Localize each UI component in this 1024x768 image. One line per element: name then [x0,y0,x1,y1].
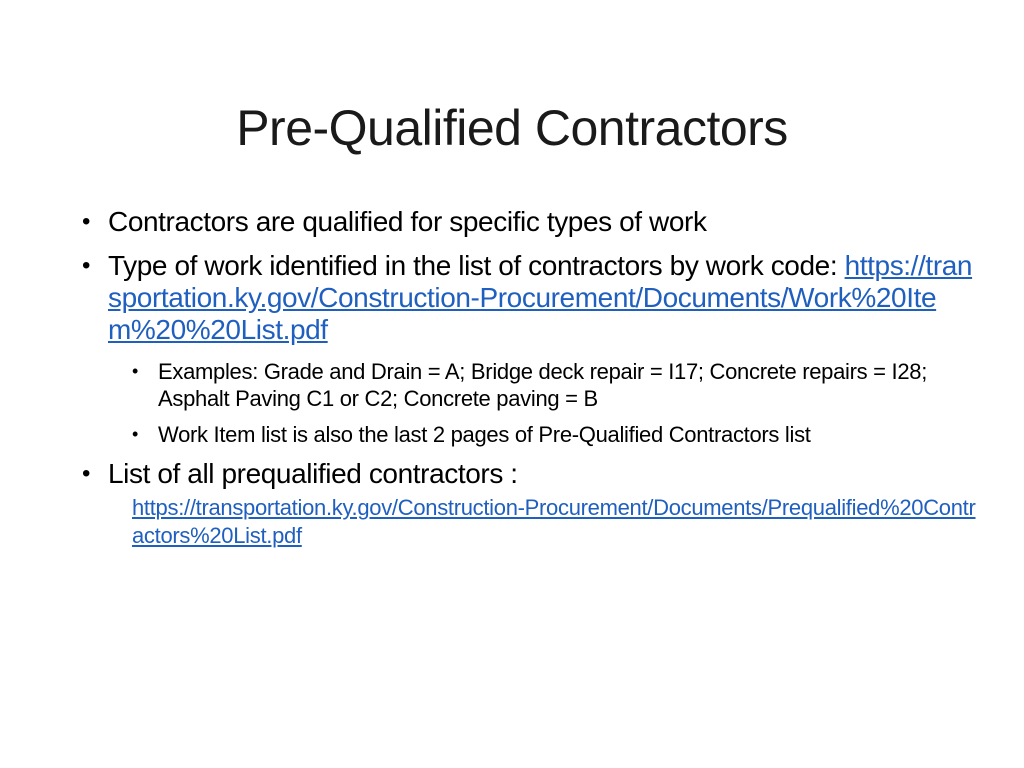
bullet-dot-icon: • [132,424,139,444]
bullet-item [78,458,978,490]
sub-bullet-item [130,421,978,448]
sub-bullet-text: Examples: Grade and Drain = A; Bridge deck repair = I17; Concrete repairs = I28; Asphalt Paving C1 or C2; Concrete paving = B [158,359,928,411]
work-item-list-link[interactable]: https://transportation.ky.gov/Construction-Procurement/Documents/Work%20Item%20%20List.pdf [108,250,973,345]
bullet-text: Type of work identified in the list of contractors by work code: [108,250,838,281]
bullet-text: Contractors are qualified for specific types of work [108,206,707,237]
bullet-dot-icon: • [82,208,91,235]
bullet-item [78,206,978,238]
bullet-item [78,250,978,346]
bullet-dot-icon: • [82,252,91,279]
sub-bullet-item [130,358,978,412]
sub-bullet-text: Work Item list is also the last 2 pages of Pre-Qualified Contractors list [158,422,811,447]
slide-body [78,206,978,550]
sub-bullet-list [130,358,978,448]
prequalified-contractors-link[interactable]: https://transportation.ky.gov/Construction-Procurement/Documents/Prequalified%20Contractors%20List.pdf [132,495,976,548]
bullet-text: List of all prequalified contractors : [108,458,518,489]
bullet-dot-icon: • [132,361,139,381]
slide-title: Pre-Qualified Contractors [236,100,788,156]
link-block [132,494,978,550]
bullet-dot-icon: • [82,460,91,487]
